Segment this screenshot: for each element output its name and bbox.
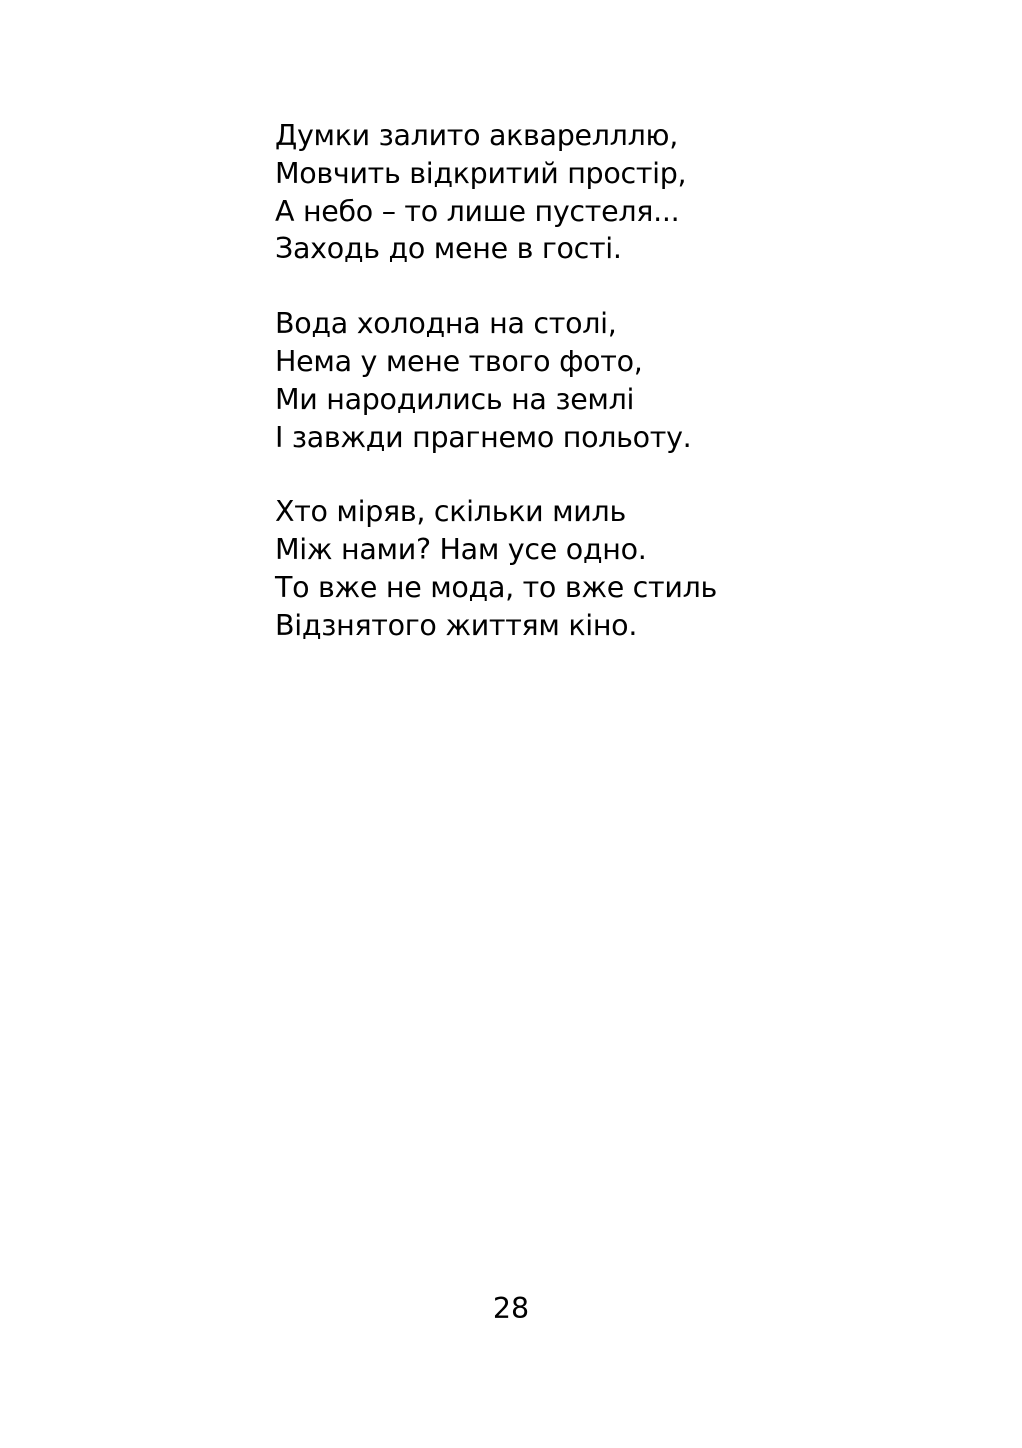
poem-line: То вже не мода, то вже стиль [275, 570, 717, 604]
poem-line: Мовчить відкритий простір, [275, 156, 687, 190]
poem-line: Заходь до мене в гості. [275, 232, 622, 266]
poem-line: Між нами? Нам усе одно. [275, 533, 647, 567]
page-number: 28 [492, 1292, 530, 1325]
poem-line: Нема у мене твого фото, [275, 344, 643, 378]
poem-line: Хто міряв, скільки миль [275, 495, 626, 529]
poem-line: Думки залито акварелллю, [275, 119, 678, 152]
stanza-3 [275, 493, 995, 644]
poem-line: Вода холодна на столі, [275, 307, 617, 341]
poem-line: Ми народились на землі [275, 382, 635, 416]
stanza-2 [275, 305, 995, 456]
poem-line: І завжди прагнемо польоту. [275, 420, 692, 454]
poem-line: А небо – то лише пустеля... [275, 194, 680, 228]
poem [275, 117, 995, 682]
stanza-1 [275, 117, 995, 268]
poem-line: Відзнятого життям кіно. [275, 608, 638, 642]
